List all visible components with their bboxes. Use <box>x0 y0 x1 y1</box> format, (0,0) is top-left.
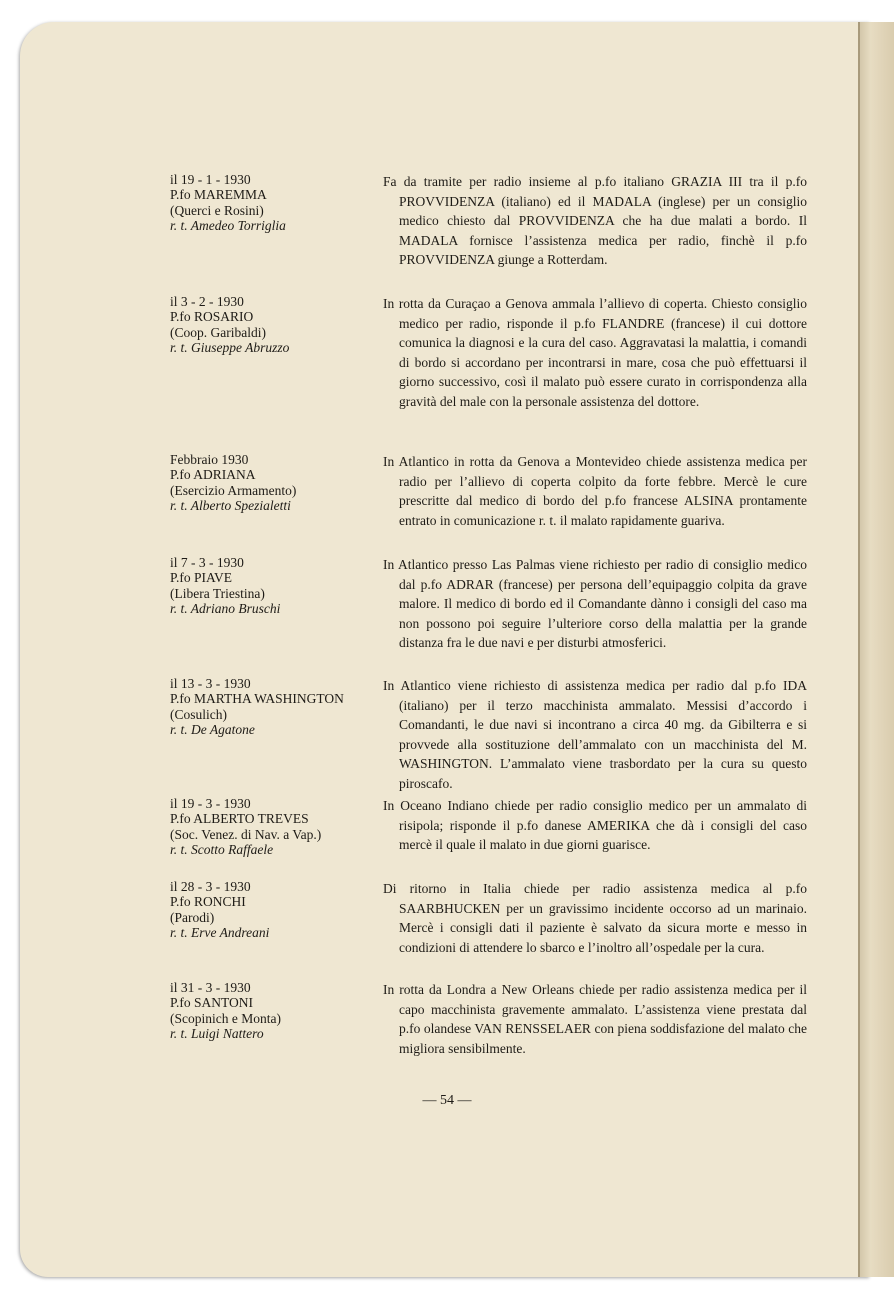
entry-date: il 19 - 3 - 1930 <box>170 796 251 811</box>
entry-date: il 3 - 2 - 1930 <box>170 294 244 309</box>
entry-operator: r. t. Giuseppe Abruzzo <box>170 340 290 356</box>
entry-ship: P.fo PIAVE <box>170 570 233 586</box>
entry-owner: (Scopinich e Monta) <box>170 1010 281 1026</box>
entry-date: il 13 - 3 - 1930 <box>170 676 251 691</box>
entry-operator: r. t. Erve Andreani <box>170 925 270 941</box>
entry-text: Fa da tramite per radio insieme al p.fo italiano GRAZIA III tra il p.fo PROVVIDENZA (italiano) ed il MADALA (inglese) per un consiglio medico chiesto dal PROVVIDENZA che ha due malati a bordo. Il MADALA fornisce l’assistenza medica per radio, finchè il p.fo PROVVIDENZA giunge a Rotterdam. <box>383 174 807 268</box>
entry-meta <box>170 294 375 356</box>
page-number: — 54 — <box>422 1093 472 1108</box>
entry-operator: r. t. De Agatone <box>170 722 255 738</box>
entry-owner: (Parodi) <box>170 909 215 925</box>
entry-owner: (Esercizio Armamento) <box>170 482 297 498</box>
entry-operator: r. t. Alberto Spezialetti <box>170 498 291 514</box>
entry-ship: P.fo ROSARIO <box>170 309 254 325</box>
entry-meta <box>170 676 375 738</box>
entry-date: il 7 - 3 - 1930 <box>170 555 244 570</box>
page-gutter <box>858 22 860 1277</box>
entry-meta <box>170 980 375 1042</box>
entry-date: il 19 - 1 - 1930 <box>170 172 251 187</box>
entry-date: Febbraio 1930 <box>170 452 249 467</box>
entry-ship: P.fo MAREMMA <box>170 187 267 203</box>
entry-owner: (Libera Triestina) <box>170 585 265 601</box>
entry-ship: P.fo SANTONI <box>170 995 254 1011</box>
entry-meta <box>170 879 375 941</box>
entry-owner: (Coop. Garibaldi) <box>170 324 266 340</box>
book-spine <box>858 22 894 1277</box>
entry-owner: (Soc. Venez. di Nav. a Vap.) <box>170 826 322 842</box>
entry-owner: (Querci e Rosini) <box>170 202 264 218</box>
entry-text: In rotta da Curaçao a Genova ammala l’allievo di coperta. Chiesto consiglio medico per radio, risponde il p.fo FLANDRE (francese) il cui dottore comunica la diagnosi e la cura del caso. Aggravatasi la malattia, i comandi di bordo si accordano per incontrarsi in mare, cosa che può effettuarsi il giorno successivo, così il malato può essere curato in corrispondenza alla gravità del male con la personale assistenza del dottore. <box>383 296 807 409</box>
entry-text: Di ritorno in Italia chiede per radio assistenza medica al p.fo SAARBHUCKEN per un gravissimo incidente occorso ad un marinaio. Mercè i consigli dati il paziente è salvato da sicura morte e messo in condizioni di attendere lo sbarco e l’inoltro all’ospedale per la cura. <box>383 881 807 955</box>
entry-text: In rotta da Londra a New Orleans chiede per radio assistenza medica per il capo macchinista gravemente ammalato. L’assistenza viene prestata dal p.fo olandese VAN RENSSELAER con piena soddisfazione del malato che migliora sensibilmente. <box>383 982 807 1056</box>
entry-ship: P.fo ADRIANA <box>170 467 256 483</box>
entry-ship: P.fo RONCHI <box>170 894 246 910</box>
entry-date: il 31 - 3 - 1930 <box>170 980 251 995</box>
entry-meta <box>170 796 375 858</box>
entry-operator: r. t. Adriano Bruschi <box>170 601 281 617</box>
entry-date: il 28 - 3 - 1930 <box>170 879 251 894</box>
entry-text: In Atlantico viene richiesto di assistenza medica per radio dal p.fo IDA (italiano) per il terzo macchinista ammalato. Messisi d’accordo i Comandanti, le due navi si incontrano a circa 40 mg. da Gibilterra e si provvede alla sostituzione dell’ammalato con un macchinista del M. WASHINGTON. L’ammalato viene trasbordato per la cura su questo piroscafo. <box>383 678 807 791</box>
entry-ship: P.fo ALBERTO TREVES <box>170 811 309 827</box>
entry-text: In Oceano Indiano chiede per radio consiglio medico per un ammalato di risipola; risponde il p.fo danese AMERIKA che dà i consigli del caso mercè il quale il malato in due giorni guarisce. <box>383 798 807 853</box>
entry-meta <box>170 452 375 514</box>
entry-text: In Atlantico in rotta da Genova a Montevideo chiede assistenza medica per radio per l’allievo di coperta colpito da forte febbre. Mercè le cure prescritte dal medico di bordo del p.fo francese ALSINA prontamente entrato in comunicazione r. t. il malato rapidamente guariva. <box>383 454 807 528</box>
entry-ship: P.fo MARTHA WASHINGTON <box>170 691 344 707</box>
entry-meta <box>170 555 375 617</box>
entry-owner: (Cosulich) <box>170 706 227 722</box>
entry-operator: r. t. Amedeo Torriglia <box>170 218 286 234</box>
entry-text: In Atlantico presso Las Palmas viene richiesto per radio di consiglio medico dal p.fo ADRAR (francese) per persona dell’equipaggio colpita da grave malore. Il medico di bordo ed il Comandante dànno i consigli del caso ma non possono poi seguire l’ulteriore corso della malattia per la grande distanza fra le due navi e per disturbi atmosferici. <box>383 557 807 651</box>
entry-operator: r. t. Luigi Nattero <box>170 1026 264 1042</box>
entry-meta <box>170 172 375 234</box>
entry-operator: r. t. Scotto Raffaele <box>170 842 274 858</box>
